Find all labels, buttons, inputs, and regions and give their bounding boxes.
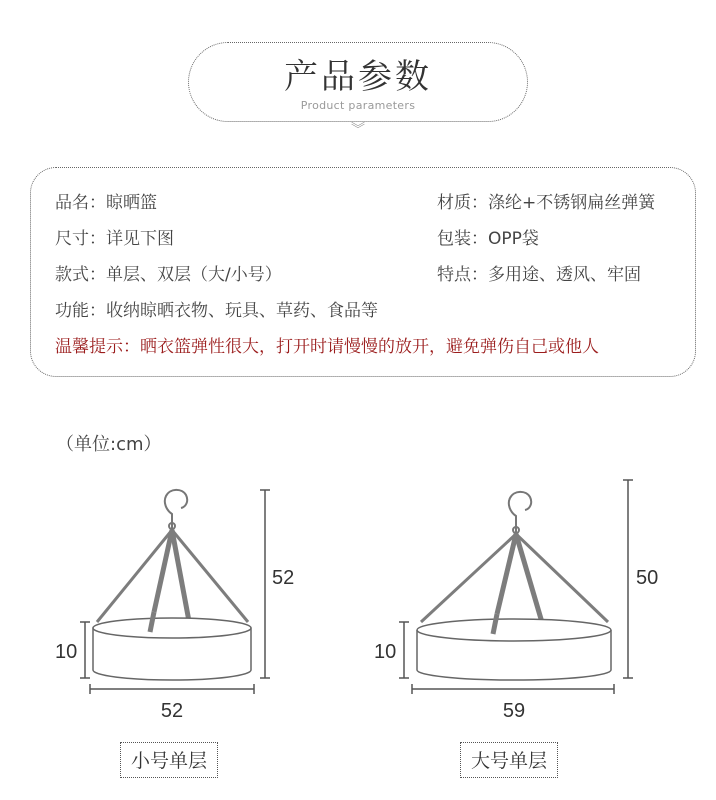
product-package: 包装：OPP袋 [437,229,539,249]
hook-icon [509,492,531,534]
hook-icon [165,490,187,530]
chevron-down-icon: ︾ [351,122,365,138]
product-style: 款式：单层、双层（大/小号） [55,265,282,285]
basket-small-illustration [93,490,251,680]
basket-large-illustration [417,492,611,680]
size-diagram [0,470,716,730]
title-pill [188,42,528,122]
depth-value-large: 10 [374,641,397,663]
caption-small-single: 小号单层 [120,742,218,778]
product-name: 品名：晾晒篮 [55,193,157,213]
height-value-large: 50 [636,567,659,589]
page-subtitle: Product parameters [300,99,416,112]
page-title: 产品参数 [284,57,432,97]
height-value-small: 52 [272,567,295,589]
product-material: 材质：涤纶+不锈钢扁丝弹簧 [437,193,656,213]
warning-tip: 温馨提示：晒衣篮弹性很大，打开时请慢慢的放开，避免弹伤自己或他人 [55,337,599,357]
info-box [30,167,696,377]
caption-large-single: 大号单层 [460,742,558,778]
unit-note: （单位:cm） [56,434,162,455]
depth-value-small: 10 [55,641,78,663]
product-feature: 特点：多用途、透风、牢固 [437,265,641,285]
product-size: 尺寸：详见下图 [55,229,174,249]
width-value-small: 52 [160,700,184,722]
product-function: 功能：收纳晾晒衣物、玩具、草药、食品等 [55,301,378,321]
width-value-large: 59 [502,700,526,722]
